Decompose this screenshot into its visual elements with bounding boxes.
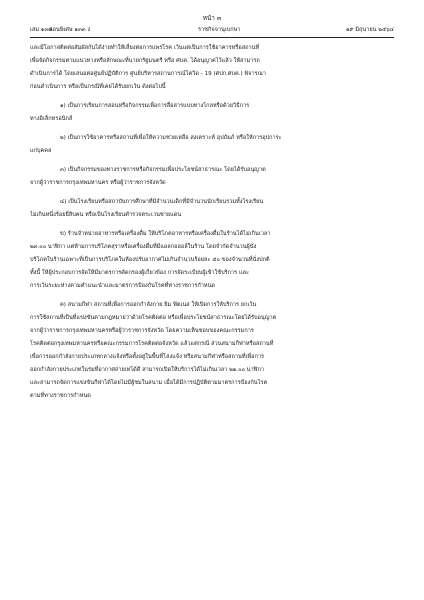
gazette-header: [30, 26, 394, 35]
body-line: ๑) เป็นการเรียนการสอนหรือกิจกรรมเพื่อการสื่อสารแบบทางไกลหรือด้วยวิธีการ: [60, 103, 250, 109]
body-line: การเว้นระยะห่างตามคำแนะนำและมาตรการป้องกันโรคที่ทางราชการกำหนด: [30, 283, 216, 289]
body-line: ออกกำลังกายประเภทในร่มที่อากาศถ่ายเทได้ดี สามารถเปิดให้บริการได้ไม่เกินเวลา ๒๑.๐๐ นาฬิกา: [30, 367, 265, 373]
body-line: ก่อนดำเนินการ หรือเป็นกรณีที่เคยได้รับยกเว้น ดังต่อไปนี้: [30, 84, 166, 90]
body-line: และสามารถจัดการแข่งขันกีฬาได้โดยไม่มีผู้ชมในสนาม เมื่อได้มีการปฏิบัติตามมาตรการป้องกันโรค: [30, 380, 268, 386]
body-line: ๓) เป็นกิจกรรมของทางราชการหรือกิจกรรมเพื่อประโยชน์สาธารณะ โดยได้รับอนุญาต: [60, 167, 266, 173]
body-line: เพื่อการออกกำลังกายประเภทกลางแจ้งหรือตั้งอยู่ในพื้นที่โล่งแจ้ง หรือสนามกีฬาหรือสถานที่เพื่อการ: [30, 354, 265, 360]
body-line: ดำเนินการได้ โดยเสนอต่อศูนย์ปฏิบัติการ ศูนย์บริหารสถานการณ์โควิด - 19 (ศปก.ศบค.) พิจารณา: [30, 71, 266, 77]
body-line: ตามที่ทางราชการกำหนด: [30, 393, 91, 399]
page-number: หน้า ๓: [202, 14, 222, 22]
volume-label: เล่ม ๑๓๘: [30, 27, 53, 33]
body-line: แก่บุคคล: [30, 148, 52, 154]
publication-date: ๑๙ มิถุนายน ๒๕๖๔: [345, 27, 394, 33]
body-line: ๔) เป็นโรงเรียนหรือสถาบันการศึกษาที่มีจำนวนเด็กที่มีจำนวนนักเรียนรวมทั้งโรงเรียน: [60, 199, 264, 205]
body-line: ข) ร้านจำหน่ายอาหารหรือเครื่องดื่ม ให้บริโภคอาหารหรือเครื่องดื่มในร้านได้ไม่เกินเวลา: [60, 231, 271, 237]
body-line: บริโภคในร้านเฉพาะที่เป็นการบริโภคในห้องปรับอากาศไม่เกินจำนวนร้อยละ ๕๐ ของจำนวนที่นั่งปกติ: [30, 257, 270, 263]
section-label: ตอนพิเศษ ๑๓๓ ง: [49, 27, 91, 33]
body-line: จากผู้ว่าราชการกรุงเทพมหานคร หรือผู้ว่าราชการจังหวัด: [30, 180, 166, 186]
body-line: การใช้สถานที่เป็นที่แข่งขันตามกฎหมายว่าด้วยโรคติดต่อ หรือเพื่อประโยชน์สาธารณะโดยได้รับอนุญาต: [30, 315, 277, 321]
body-line: ๒) เป็นการใช้อาคารหรือสถานที่เพื่อให้ความช่วยเหลือ สงเคราะห์ อุปถัมภ์ หรือให้การอุปการะ: [60, 135, 282, 141]
body-line: ค) สนามกีฬา สถานที่เพื่อการออกกำลังกาย ยิม ฟิตเนส ให้เปิดการให้บริการ ยกเว้น: [60, 302, 257, 308]
body-line: ทางอิเล็กทรอนิกส์: [30, 116, 73, 122]
body-line: โรคติดต่อกรุงเทพมหานครหรือคณะกรรมการโรคติดต่อจังหวัด แล้วแต่กรณี ส่วนสนามกีฬาหรือสถานที่: [30, 341, 274, 347]
body-line: จากผู้ว่าราชการกรุงเทพมหานครหรือผู้ว่าราชการจังหวัด โดยความเห็นชอบของคณะกรรมการ: [30, 328, 254, 334]
publication-title: ราชกิจจานุเบกษา: [198, 27, 241, 33]
body-line: เพื่อจัดกิจกรรมตามแนวทางหรือลักษณะที่นายกรัฐมนตรี หรือ ศบค. ได้อนุญาตไว้แล้ว ให้สามารถ: [30, 58, 260, 64]
body-line: ๒๓.๐๐ นาฬิกา แต่ห้ามการบริโภคสุราหรือเครื่องดื่มที่มีแอลกอฮอล์ในร้าน โดยจำกัดจำนวนผู้นั่ง: [30, 244, 257, 250]
body-line: ทั้งนี้ ให้ผู้ประกอบการจัดให้มีมาตรการคัดกรองผู้เกี่ยวข้อง การจัดระเบียบผู้เข้าใช้บริการ และ: [30, 270, 249, 276]
header-rule: [30, 37, 394, 38]
body-line: ไม่เกินหนึ่งร้อยยี่สิบคน หรือเป็นโรงเรียนตำรวจตระเวนชายแดน: [30, 212, 182, 218]
body-line: และมีโอกาสติดต่อสัมผัสกันได้ง่ายทำให้เสี่ยงต่อการแพร่โรค เว้นแต่เป็นการใช้อาคารหรือสถานที่: [30, 45, 260, 51]
